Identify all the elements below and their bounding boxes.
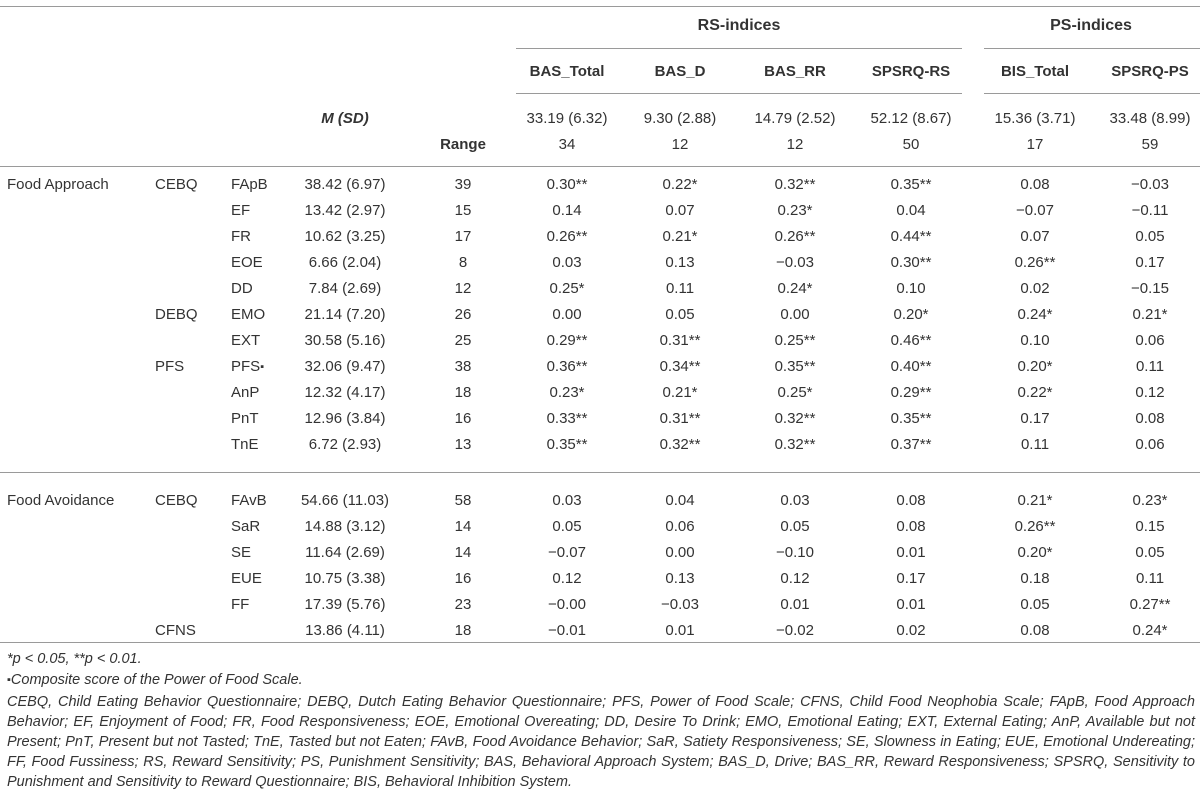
correlation-value: 0.12 <box>552 570 582 587</box>
ps-indices-header: PS-indices <box>1050 17 1132 34</box>
column-header: BAS_Total <box>529 63 605 80</box>
row-msd: 10.62 (3.25) <box>304 228 386 245</box>
correlation-value: 0.18 <box>1020 570 1050 587</box>
row-msd: 13.86 (4.11) <box>305 622 385 639</box>
rs-group-rule <box>516 48 962 49</box>
correlation-value: 0.10 <box>1020 332 1050 349</box>
correlation-value: 0.07 <box>1020 228 1050 245</box>
correlation-value: 0.11 <box>1135 570 1165 587</box>
msd-column-header: M (SD) <box>321 110 369 127</box>
correlation-value: 0.32** <box>659 436 701 453</box>
row-range: 18 <box>454 622 472 639</box>
row-scale-label: FApB <box>231 176 268 193</box>
correlation-value: 0.11 <box>1135 358 1165 375</box>
correlation-value: 0.21* <box>662 384 698 401</box>
row-scale-label: SaR <box>231 518 261 535</box>
correlation-value: −0.10 <box>776 544 814 561</box>
correlation-value: 0.22* <box>1017 384 1053 401</box>
row-scale <box>231 280 253 298</box>
correlation-value: 0.11 <box>665 280 695 297</box>
row-scale <box>231 254 263 272</box>
correlation-value: −0.03 <box>661 596 699 613</box>
footnote-composite-text: Composite score of the Power of Food Scale. <box>10 672 303 688</box>
row-msd: 12.32 (4.17) <box>304 384 386 401</box>
row-scale <box>231 436 259 454</box>
correlation-value: 0.13 <box>665 570 695 587</box>
correlation-value: −0.00 <box>548 596 586 613</box>
row-scale <box>231 410 259 428</box>
correlation-value: 0.35** <box>546 436 588 453</box>
correlation-value: 0.17 <box>896 570 926 587</box>
row-range: 16 <box>454 570 472 587</box>
correlation-value: 0.14 <box>552 202 582 219</box>
column-header: SPSRQ-PS <box>1111 63 1189 80</box>
correlation-value: 0.24* <box>1017 306 1053 323</box>
row-scale <box>231 332 260 350</box>
row-range: 18 <box>454 384 472 401</box>
correlation-value: 0.08 <box>1135 410 1165 427</box>
correlation-value: 0.00 <box>552 306 582 323</box>
index-range: 34 <box>558 136 576 153</box>
row-scale <box>231 596 249 614</box>
index-msd: 9.30 (2.88) <box>643 110 717 127</box>
correlation-value: 0.24* <box>1132 622 1168 639</box>
correlation-value: 0.00 <box>780 306 810 323</box>
index-msd: 33.19 (6.32) <box>526 110 608 127</box>
row-range: 8 <box>458 254 468 271</box>
correlation-value: −0.07 <box>1016 202 1054 219</box>
correlation-value: 0.31** <box>659 332 701 349</box>
column-header: BIS_Total <box>1000 63 1070 80</box>
correlation-value: 0.03 <box>780 492 810 509</box>
correlation-value: 0.29** <box>890 384 932 401</box>
row-questionnaire: PFS <box>155 358 185 375</box>
correlation-value: 0.23* <box>777 202 813 219</box>
correlation-value: 0.30** <box>546 176 588 193</box>
row-range: 25 <box>454 332 472 349</box>
correlation-value: 0.05 <box>1020 596 1050 613</box>
row-questionnaire: CFNS <box>155 622 196 639</box>
row-scale <box>231 202 250 220</box>
header-bottom-rule <box>0 166 1200 167</box>
correlation-value: 0.06 <box>665 518 695 535</box>
row-range: 58 <box>454 492 472 509</box>
correlation-value: 0.07 <box>665 202 695 219</box>
correlation-value: 0.13 <box>665 254 695 271</box>
correlation-value: 0.21* <box>662 228 698 245</box>
row-scale <box>231 306 265 324</box>
row-scale-label: EXT <box>231 332 261 349</box>
correlation-value: −0.03 <box>776 254 814 271</box>
table-top-rule <box>0 6 1200 7</box>
row-scale-label: FF <box>231 596 250 613</box>
row-scale-label: FAvB <box>231 492 267 509</box>
index-msd: 52.12 (8.67) <box>870 110 952 127</box>
correlation-value: 0.05 <box>552 518 582 535</box>
correlation-value: 0.20* <box>893 306 929 323</box>
correlation-value: 0.40** <box>890 358 932 375</box>
row-scale-label: EF <box>231 202 251 219</box>
correlation-value: −0.15 <box>1131 280 1169 297</box>
row-msd: 32.06 (9.47) <box>304 358 386 375</box>
row-range: 39 <box>454 176 472 193</box>
rs-indices-header: RS-indices <box>697 17 781 34</box>
row-category: Food Avoidance <box>7 492 115 509</box>
column-header: BAS_D <box>654 63 706 80</box>
row-scale-label: SE <box>231 544 252 561</box>
correlation-value: −0.01 <box>548 622 586 639</box>
row-msd: 54.66 (11.03) <box>300 492 390 509</box>
correlation-value: 0.25* <box>777 384 813 401</box>
correlation-value: 0.35** <box>774 358 816 375</box>
correlation-value: 0.23* <box>1132 492 1168 509</box>
row-scale <box>231 570 262 588</box>
correlation-value: 0.01 <box>780 596 810 613</box>
row-range: 12 <box>454 280 472 297</box>
correlation-value: 0.30** <box>890 254 932 271</box>
correlation-value: −0.11 <box>1131 202 1169 219</box>
correlation-value: 0.17 <box>1135 254 1165 271</box>
row-range: 15 <box>454 202 472 219</box>
correlation-value: 0.08 <box>896 518 926 535</box>
row-range: 23 <box>454 596 472 613</box>
correlation-value: 0.05 <box>1135 544 1165 561</box>
correlation-value: 0.34** <box>659 358 701 375</box>
index-range: 50 <box>902 136 920 153</box>
row-range: 38 <box>454 358 472 375</box>
row-range: 13 <box>454 436 472 453</box>
row-msd: 38.42 (6.97) <box>304 176 386 193</box>
correlation-value: 0.33** <box>546 410 588 427</box>
row-msd: 12.96 (3.84) <box>304 410 386 427</box>
index-range: 12 <box>671 136 689 153</box>
correlation-value: 0.26** <box>1014 518 1056 535</box>
correlation-value: 0.23* <box>549 384 585 401</box>
correlation-value: 0.27** <box>1129 596 1171 613</box>
row-scale-label: PnT <box>231 410 259 427</box>
row-range: 26 <box>454 306 472 323</box>
row-questionnaire: CEBQ <box>155 492 198 509</box>
correlation-value: 0.01 <box>896 596 926 613</box>
correlation-value: 0.04 <box>896 202 926 219</box>
correlation-value: 0.26** <box>774 228 816 245</box>
correlation-value: 0.35** <box>890 410 932 427</box>
correlation-value: 0.04 <box>665 492 695 509</box>
correlation-value: −0.03 <box>1131 176 1169 193</box>
row-msd: 6.72 (2.93) <box>308 436 382 453</box>
index-range: 59 <box>1141 136 1159 153</box>
correlation-value: 0.46** <box>890 332 932 349</box>
correlation-value: 0.35** <box>890 176 932 193</box>
footnote-composite <box>7 670 1195 690</box>
column-header: BAS_RR <box>764 63 826 80</box>
row-scale-label: PFS <box>231 358 261 375</box>
correlation-value: 0.10 <box>896 280 926 297</box>
correlation-value: 0.31** <box>659 410 701 427</box>
correlation-value: −0.07 <box>548 544 586 561</box>
row-questionnaire: DEBQ <box>155 306 198 323</box>
correlation-value: 0.22* <box>662 176 698 193</box>
rs-column-rule <box>516 93 962 94</box>
correlation-value: 0.11 <box>1020 436 1050 453</box>
correlation-value: 0.05 <box>780 518 810 535</box>
row-scale-label: FR <box>231 228 251 245</box>
correlation-value: 0.06 <box>1135 436 1165 453</box>
row-scale-label: DD <box>231 280 253 297</box>
group-divider-rule <box>0 472 1200 473</box>
index-msd: 15.36 (3.71) <box>994 110 1076 127</box>
row-msd: 21.14 (7.20) <box>304 306 386 323</box>
correlation-value: 0.20* <box>1017 544 1053 561</box>
correlation-value: −0.02 <box>776 622 814 639</box>
index-msd: 33.48 (8.99) <box>1109 110 1191 127</box>
correlation-value: 0.15 <box>1135 518 1165 535</box>
row-scale <box>231 384 259 402</box>
correlation-value: 0.01 <box>665 622 695 639</box>
correlation-value: 0.08 <box>896 492 926 509</box>
row-scale <box>231 518 260 536</box>
ps-group-rule <box>984 48 1200 49</box>
correlation-value: 0.26** <box>1014 254 1056 271</box>
correlation-value: 0.29** <box>546 332 588 349</box>
row-msd: 6.66 (2.04) <box>308 254 382 271</box>
row-msd: 10.75 (3.38) <box>304 570 386 587</box>
correlation-value: 0.37** <box>890 436 932 453</box>
row-msd: 30.58 (5.16) <box>304 332 386 349</box>
correlation-value: 0.03 <box>552 492 582 509</box>
row-scale <box>231 358 264 376</box>
correlation-value: 0.12 <box>780 570 810 587</box>
row-range: 14 <box>454 544 472 561</box>
correlation-value: 0.05 <box>1135 228 1165 245</box>
row-scale <box>231 228 251 246</box>
row-msd: 13.42 (2.97) <box>304 202 386 219</box>
correlation-value: 0.17 <box>1020 410 1050 427</box>
range-column-header: Range <box>440 136 486 153</box>
row-msd: 17.39 (5.76) <box>304 596 386 613</box>
row-scale-label: EMO <box>231 306 266 323</box>
footnote-abbreviations: CEBQ, Child Eating Behavior Questionnaire; DEBQ, Dutch Eating Behavior Questionnaire; PFS, Power of Food Scale; CFNS, Child Food Neophobia Scale; FApB, Food Approach Behavior; EF, Enjoyment of Food; FR, Food Responsiveness; EOE, Emotional Overeating; DD, Desire To Drink; EMO, Emotional Eating; EXT, External Eating; AnP, Available but not Present; PnT, Present but not Tasted; TnE, Tasted but not Eaten; FAvB, Food Avoidance Behavior; SaR, Satiety Responsiveness; SE, Slowness in Eating; EUE, Emotional Undereating; FF, Food Fussiness; RS, Reward Sensitivity; PS, Punishment Sensitivity; BAS, Behavioral Approach System; BAS_D, Drive; BAS_RR, Reward Responsiveness; SPSRQ, Sensitivity to Punishment and Sensitivity to Reward Questionnaire; BIS, Behavioral Inhibition System. <box>7 694 1195 790</box>
correlation-value: 0.20* <box>1017 358 1053 375</box>
correlation-value: 0.02 <box>1020 280 1050 297</box>
correlation-value: 0.12 <box>1135 384 1165 401</box>
row-scale <box>231 544 251 562</box>
footnote-pvalues: *p < 0.05, **p < 0.01. <box>7 651 142 667</box>
correlation-value: 0.21* <box>1132 306 1168 323</box>
index-range: 17 <box>1026 136 1044 153</box>
index-range: 12 <box>786 136 804 153</box>
row-range: 16 <box>454 410 472 427</box>
row-msd: 7.84 (2.69) <box>308 280 382 297</box>
index-msd: 14.79 (2.52) <box>754 110 836 127</box>
correlation-value: 0.01 <box>896 544 926 561</box>
correlation-value: 0.08 <box>1020 622 1050 639</box>
correlation-value: 0.25* <box>549 280 585 297</box>
correlation-value: 0.21* <box>1017 492 1053 509</box>
row-scale-label: EUE <box>231 570 262 587</box>
composite-marker: ▪ <box>7 674 11 686</box>
composite-marker: ▪ <box>260 361 265 373</box>
correlation-value: 0.26** <box>546 228 588 245</box>
correlation-value: 0.25** <box>774 332 816 349</box>
row-range: 17 <box>454 228 472 245</box>
row-range: 14 <box>454 518 472 535</box>
correlation-value: 0.08 <box>1020 176 1050 193</box>
correlation-value: 0.02 <box>896 622 926 639</box>
table-bottom-rule <box>0 642 1200 643</box>
correlation-value: 0.32** <box>774 436 816 453</box>
row-scale <box>231 492 267 510</box>
correlation-value: 0.32** <box>774 176 816 193</box>
row-scale-label: TnE <box>231 436 259 453</box>
correlation-value: 0.06 <box>1135 332 1165 349</box>
correlation-value: 0.03 <box>552 254 582 271</box>
row-scale-label: AnP <box>231 384 260 401</box>
row-questionnaire: CEBQ <box>155 176 198 193</box>
column-header: SPSRQ-RS <box>871 63 951 80</box>
correlation-value: 0.36** <box>546 358 588 375</box>
row-scale-label: EOE <box>231 254 263 271</box>
row-msd: 11.64 (2.69) <box>305 544 385 561</box>
row-scale <box>231 176 268 194</box>
correlation-value: 0.05 <box>665 306 695 323</box>
correlation-value: 0.24* <box>777 280 813 297</box>
correlation-value: 0.44** <box>890 228 932 245</box>
row-msd: 14.88 (3.12) <box>304 518 386 535</box>
row-category: Food Approach <box>7 176 109 193</box>
correlation-value: 0.00 <box>665 544 695 561</box>
correlation-value: 0.32** <box>774 410 816 427</box>
ps-column-rule <box>984 93 1200 94</box>
